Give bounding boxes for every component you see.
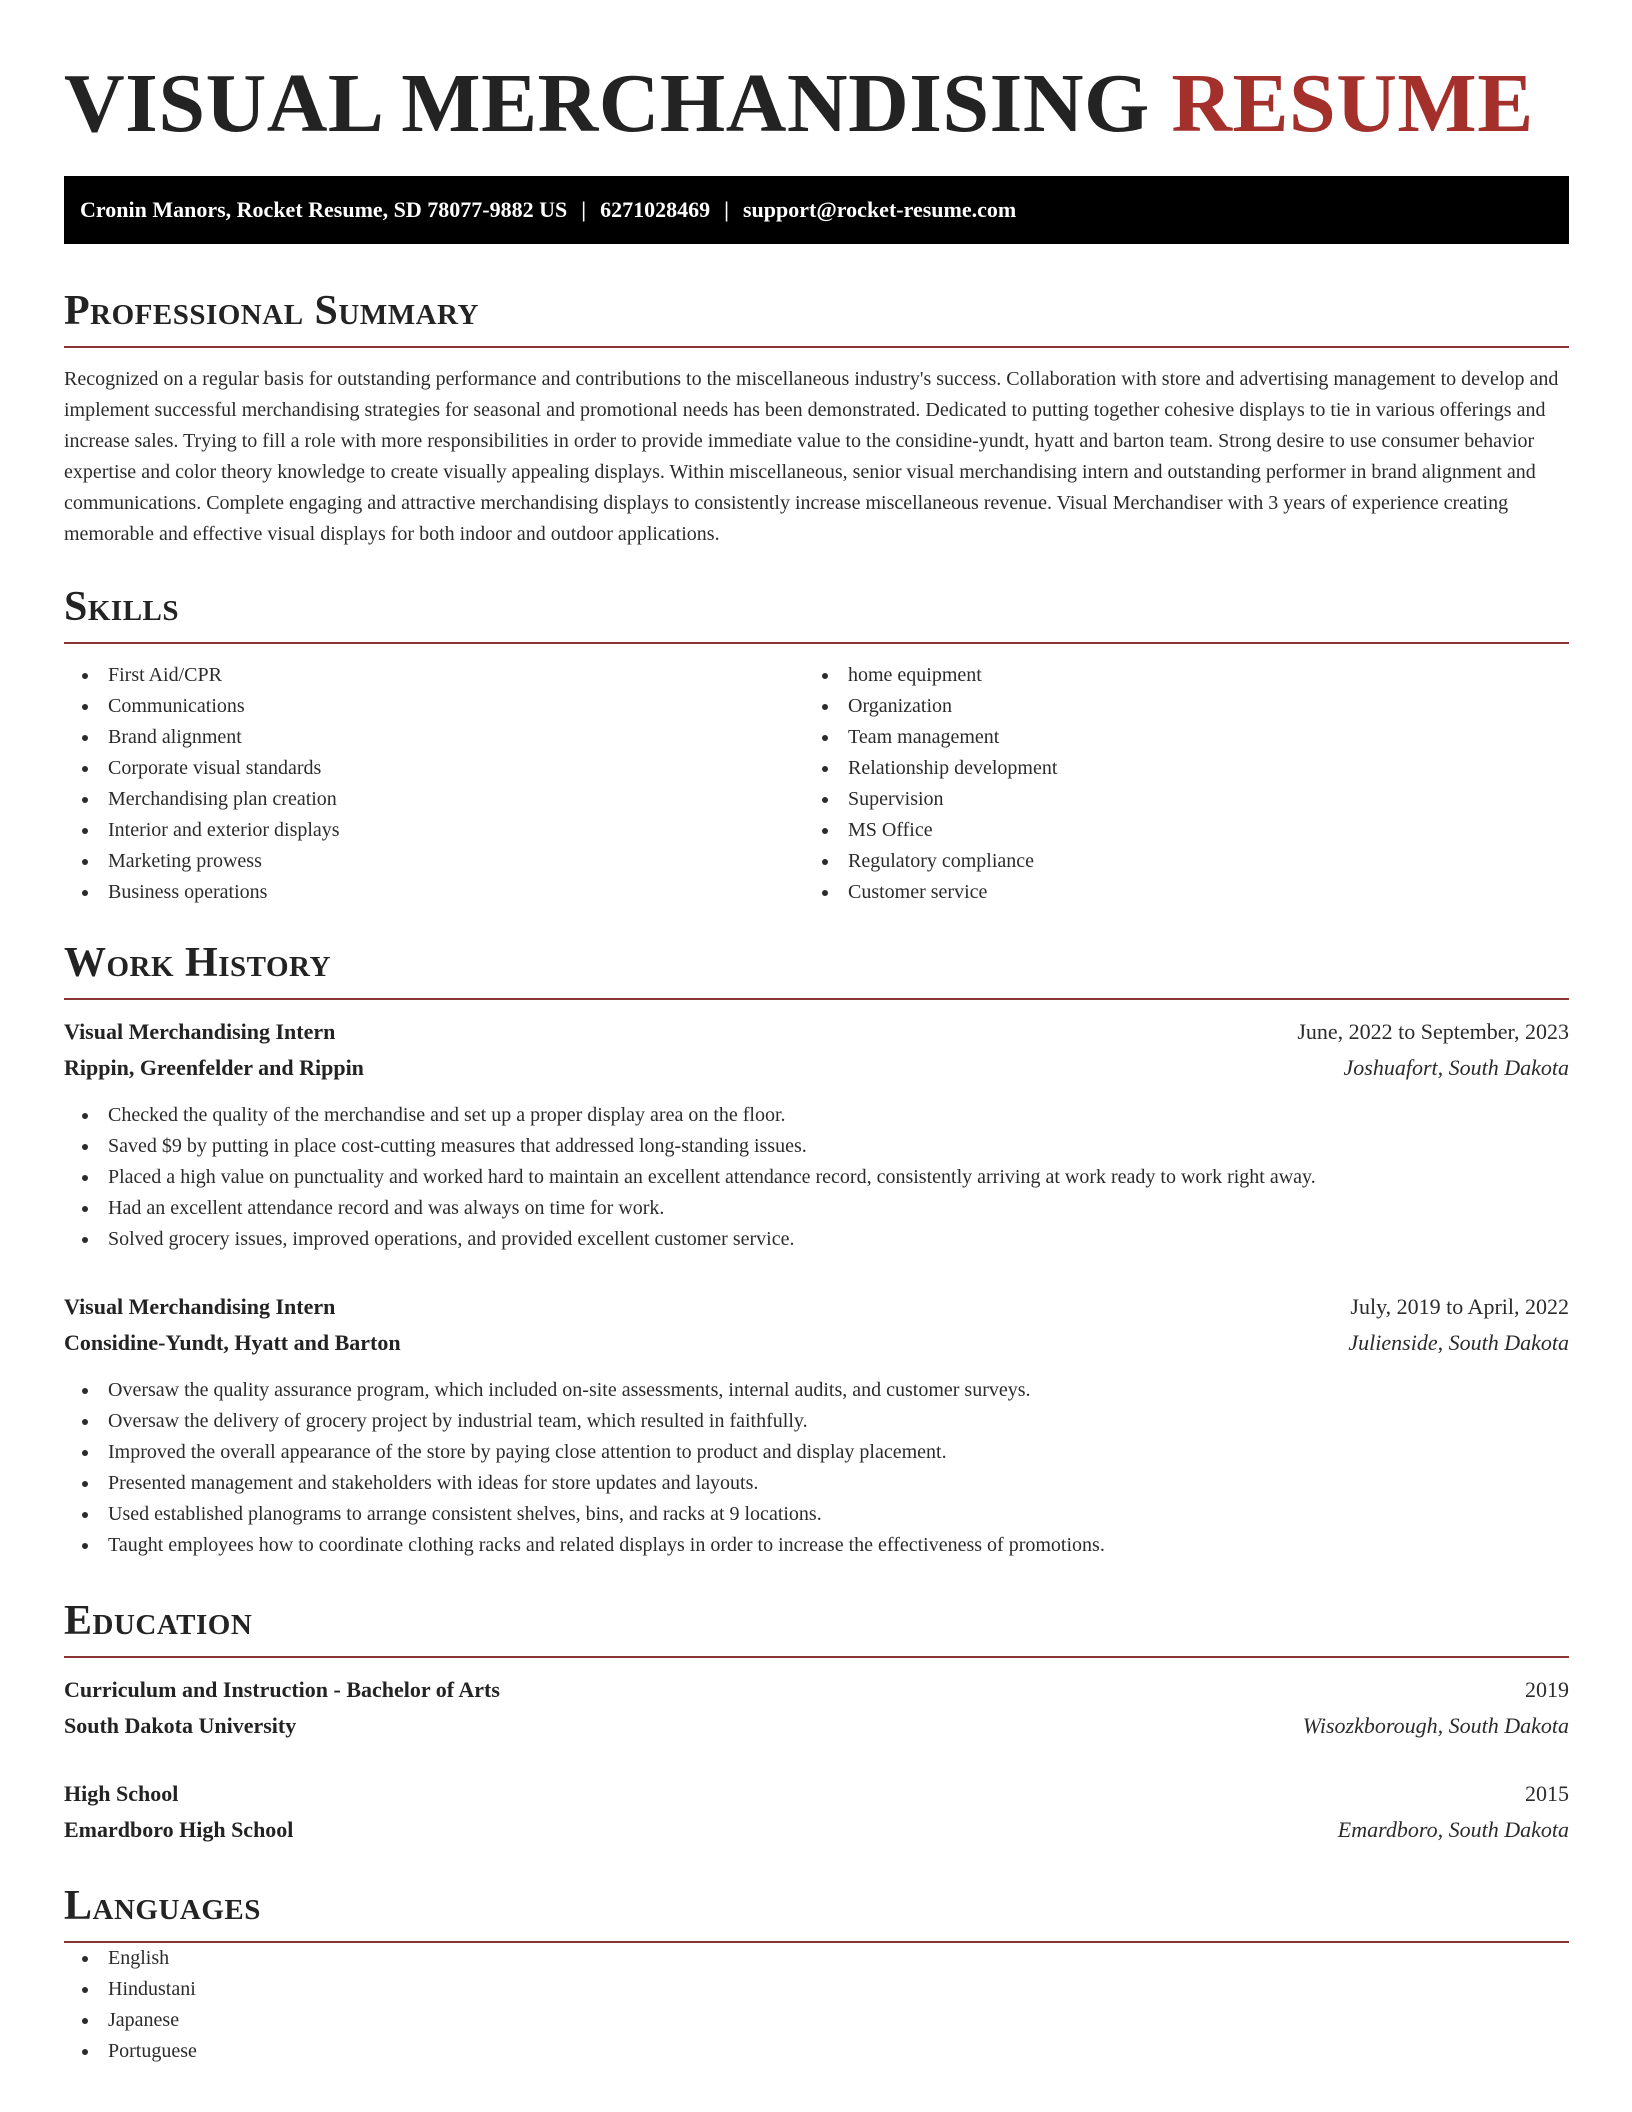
skill-item: First Aid/CPR (64, 660, 804, 691)
title-accent: RESUME (1171, 57, 1534, 150)
skill-item: Team management (804, 722, 1544, 753)
summary-section (64, 286, 1569, 550)
job-bullet: Placed a high value on punctuality and worked hard to maintain an excellent attendance record, consistently arriving at work ready to work right away. (64, 1162, 1569, 1193)
skills-right-column (804, 660, 1544, 908)
education-year: 2015 (1525, 1781, 1569, 1806)
skill-item: home equipment (804, 660, 1544, 691)
education-year: 2019 (1525, 1677, 1569, 1702)
skill-item: Marketing prowess (64, 846, 804, 877)
job-bullets (64, 1100, 1569, 1255)
education-entry (64, 1776, 1569, 1848)
language-item: Portuguese (64, 2036, 1569, 2067)
summary-heading: Professional Summary (64, 288, 479, 334)
skill-item: Business operations (64, 877, 804, 908)
section-divider (64, 642, 1569, 644)
job-title-row (64, 1289, 1569, 1325)
skill-item: Relationship development (804, 753, 1544, 784)
language-item: Hindustani (64, 1974, 1569, 2005)
job-title: Visual Merchandising Intern (64, 1294, 336, 1319)
job-bullet: Taught employees how to coordinate clothing racks and related displays in order to increase the effectiveness of promotions. (64, 1530, 1569, 1561)
skill-item: Customer service (804, 877, 1544, 908)
skill-item: Brand alignment (64, 722, 804, 753)
education-degree-row (64, 1776, 1569, 1812)
job-company-row (64, 1050, 1569, 1086)
education-degree: Curriculum and Instruction - Bachelor of Arts (64, 1677, 500, 1702)
job-entry (64, 1289, 1569, 1561)
contact-address: Cronin Manors, Rocket Resume, SD 78077-9882 US (80, 197, 568, 222)
job-bullets (64, 1375, 1569, 1561)
job-bullet: Saved $9 by putting in place cost-cutting measures that addressed long-standing issues. (64, 1131, 1569, 1162)
contact-phone[interactable]: 6271028469 (600, 197, 711, 222)
job-bullet: Had an excellent attendance record and was always on time for work. (64, 1193, 1569, 1224)
resume-title (64, 0, 1569, 152)
skill-item: Merchandising plan creation (64, 784, 804, 815)
job-title: Visual Merchandising Intern (64, 1019, 336, 1044)
skills-heading: Skills (64, 584, 180, 630)
job-title-row (64, 1014, 1569, 1050)
section-divider (64, 1656, 1569, 1658)
section-divider (64, 346, 1569, 348)
contact-bar (64, 176, 1569, 244)
job-bullet: Checked the quality of the merchandise and set up a proper display area on the floor. (64, 1100, 1569, 1131)
education-school-row (64, 1708, 1569, 1744)
language-item: English (64, 1943, 1569, 1974)
contact-email[interactable]: support@rocket-resume.com (742, 197, 1017, 222)
job-bullet: Oversaw the quality assurance program, which included on-site assessments, internal audits, and customer surveys. (64, 1375, 1569, 1406)
skill-item: Supervision (804, 784, 1544, 815)
languages-heading: Languages (64, 1883, 261, 1929)
job-dates: June, 2022 to September, 2023 (1297, 1019, 1569, 1044)
education-location: Emardboro, South Dakota (1337, 1817, 1569, 1842)
job-bullet: Oversaw the delivery of grocery project by industrial team, which resulted in faithfully. (64, 1406, 1569, 1437)
languages-section (64, 1881, 1569, 2067)
job-location: Julienside, South Dakota (1348, 1330, 1569, 1355)
job-company: Considine-Yundt, Hyatt and Barton (64, 1330, 401, 1355)
skills-left-column (64, 660, 804, 908)
skill-item: Corporate visual standards (64, 753, 804, 784)
job-location: Joshuafort, South Dakota (1343, 1055, 1569, 1080)
work-history-section (64, 938, 1569, 1561)
education-degree: High School (64, 1781, 179, 1806)
job-bullet: Improved the overall appearance of the store by paying close attention to product and display placement. (64, 1437, 1569, 1468)
education-section (64, 1596, 1569, 1848)
job-bullet: Used established planograms to arrange consistent shelves, bins, and racks at 9 locations. (64, 1499, 1569, 1530)
languages-list (64, 1943, 1569, 2067)
skill-item: Interior and exterior displays (64, 815, 804, 846)
skill-item: Communications (64, 691, 804, 722)
job-company-row (64, 1325, 1569, 1361)
skills-section (64, 582, 1569, 908)
skill-item: Regulatory compliance (804, 846, 1544, 877)
job-bullet: Presented management and stakeholders with ideas for store updates and layouts. (64, 1468, 1569, 1499)
skills-columns (64, 660, 1569, 908)
language-item: Japanese (64, 2005, 1569, 2036)
job-entry (64, 1014, 1569, 1255)
job-bullet: Solved grocery issues, improved operations, and provided excellent customer service. (64, 1224, 1569, 1255)
contact-separator: | (581, 197, 587, 222)
skill-item: MS Office (804, 815, 1544, 846)
job-company: Rippin, Greenfelder and Rippin (64, 1055, 364, 1080)
skill-item: Organization (804, 691, 1544, 722)
education-entry (64, 1672, 1569, 1744)
resume-page (64, 0, 1569, 2062)
work-history-heading: Work History (64, 940, 331, 986)
education-location: Wisozkborough, South Dakota (1302, 1713, 1569, 1738)
education-degree-row (64, 1672, 1569, 1708)
job-dates: July, 2019 to April, 2022 (1350, 1294, 1569, 1319)
education-school: South Dakota University (64, 1713, 297, 1738)
contact-separator: | (724, 197, 729, 222)
education-school-row (64, 1812, 1569, 1848)
section-divider (64, 998, 1569, 1000)
education-heading: Education (64, 1598, 253, 1644)
summary-text: Recognized on a regular basis for outstanding performance and contributions to the miscellaneous industry's success. Collaboration with store and advertising management to develop and implement successful merchandising strategies for seasonal and promotional needs has been demonstrated. Dedicated to putting together cohesive displays to tie in various offerings and increase sales. Trying to fill a role with more responsibilities in order to provide immediate value to the considine-yundt, hyatt and barton team. Strong desire to use consumer behavior expertise and color theory knowledge to create visually appealing displays. Within miscellaneous, senior visual merchandising intern and outstanding performer in brand alignment and communications. Complete engaging and attractive merchandising displays to consistently increase miscellaneous revenue. Visual Merchandiser with 3 years of experience creating memorable and effective visual displays for both indoor and outdoor applications. (64, 368, 1559, 545)
education-school: Emardboro High School (64, 1817, 294, 1842)
title-main: VISUAL MERCHANDISING (64, 57, 1150, 150)
